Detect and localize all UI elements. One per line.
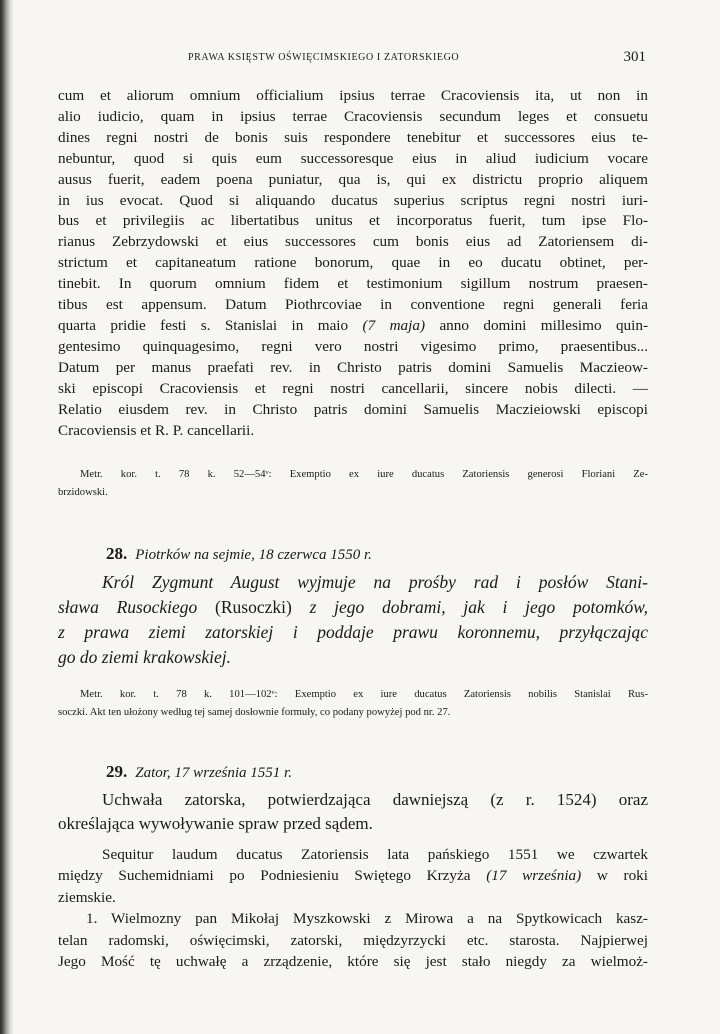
text-line: nebuntur, quod si quis eum successoresque eius in aliud iudicium vocare <box>58 149 648 167</box>
text-line: ausus fuerit, eadem poena puniatur, qua is, qui ex districtu proprio aliquem <box>58 170 648 188</box>
text-line: Sequitur laudum ducatus Zatoriensis lata pańskiego 1551 we czwartek <box>102 846 648 863</box>
date-note: (7 maja) <box>362 316 426 334</box>
source-note-28 <box>58 686 648 722</box>
document-28-summary <box>58 570 648 670</box>
text-line: dines regni nostri de bonis suis respondere tenebitur et successores eius te- <box>58 128 648 146</box>
place-date: Zator, 17 września 1551 r. <box>135 765 292 781</box>
text-line: bus et privilegiis ac libertatibus unitus et incorporatus fuerit, tum ipse Flo- <box>58 212 648 230</box>
name-variant: (Rusoczki) <box>215 597 292 617</box>
summary-fragment: sława Rusockiego <box>58 597 198 617</box>
note-line: Metr. kor. t. 78 k. 101—102ᵛ: Exemptio ex iure ducatus Zatoriensis nobilis Stanislai Rus- <box>80 689 648 700</box>
document-number: 29. <box>106 762 128 781</box>
summary-fragment: z jego dobrami, jak i jego potomków, <box>309 597 649 617</box>
page-number: 301 <box>623 49 646 65</box>
document-28-heading <box>106 544 372 564</box>
running-head <box>58 49 650 68</box>
text-line: 1. Wielmozny pan Mikołaj Myszkowski z Mirowa a na Spytkowicach kasz- <box>86 910 648 928</box>
source-note-27 <box>58 466 648 502</box>
document-number: 28. <box>106 544 128 563</box>
text-line: rianus Zebrzydowski et eius successores cum bonis eius ad Zatoriensem di- <box>58 233 648 251</box>
summary-line: z prawa ziemi zatorskiej i poddaje prawu koronnemu, przyłączając <box>58 622 648 642</box>
text-line: gentesimo quinquagesimo, regni vero nostri vigesimo primo, praesentibus... <box>58 337 648 355</box>
text-line: Datum per manus praefati rev. in Christo patris domini Samuelis Maczieow- <box>58 358 648 376</box>
summary-line: Król Zygmunt August wyjmuje na prośby rad i posłów Stani- <box>102 572 648 592</box>
text-line: ziemskie. <box>58 888 116 906</box>
summary-line <box>58 595 648 620</box>
summary-line: go do ziemi krakowskiej. <box>58 647 232 667</box>
text-line: Relatio eiusdem rev. in Christo patris domini Samuelis Maczieiowski episcopi <box>58 400 648 418</box>
text-fragment: anno domini millesimo quin- <box>439 316 648 334</box>
book-binding-edge <box>0 0 14 1034</box>
running-title: PRAWA KSIĘSTW OŚWIĘCIMSKIEGO I ZATORSKIEGO <box>188 52 460 63</box>
text-line: tinebit. In quorum omnium fidem et testimonium sigillum nostrum praesen- <box>58 275 648 293</box>
document-29-heading <box>106 762 292 782</box>
text-line: alio iudicio, quam in ipsius terrae Cracoviensis secundum leges et consuetu <box>58 107 648 125</box>
note-line: soczki. Akt ten ułożony według tej samej dosłownie formuły, co podany powyżej pod nr. 27. <box>58 707 451 718</box>
text-line: in ius evocat. Quod si aliquando ducatus superius scriptus regni nostri iuri- <box>58 191 648 209</box>
note-line: Metr. kor. t. 78 k. 52—54ᵛ: Exemptio ex iure ducatus Zatoriensis generosi Floriani Ze- <box>80 469 648 480</box>
document-29-summary <box>58 788 648 836</box>
text-line: ski episcopi Cracoviensis et regni nostri cancellarii, sincere nobis dilecti. — <box>58 379 648 397</box>
text-line: strictum et capitaneatum ratione bonorum, quae in eo ducatu obtinet, per- <box>58 254 648 272</box>
text-line <box>58 316 648 337</box>
document-29-body <box>58 844 648 972</box>
text-line: tibus est appensum. Datum Piothrcoviae in conventione regni generali feria <box>58 296 648 314</box>
text-fragment: między Suchemidniami po Podniesieniu Swiętego Krzyża <box>58 867 471 885</box>
note-line: brzidowski. <box>58 487 108 498</box>
text-line: Jego Mość tę uchwałę a zrządzenie, które się jest stało niegdy za wielmoż- <box>58 953 648 971</box>
text-fragment: w roki <box>596 867 648 885</box>
summary-line: określająca wywoływanie spraw przed sądem. <box>58 814 373 833</box>
place-date: Piotrków na sejmie, 18 czerwca 1550 r. <box>135 547 372 563</box>
text-line: cum et aliorum omnium officialium ipsius terrae Cracoviensis ita, ut non in <box>58 87 648 104</box>
text-line: Cracoviensis et R. P. cancellarii. <box>58 421 255 439</box>
text-line: telan radomski, oświęcimski, zatorski, międzyrzycki etc. starosta. Najpierwej <box>58 931 648 949</box>
text-fragment: quarta pridie festi s. Stanislai in maio <box>58 316 349 334</box>
summary-line: Uchwała zatorska, potwierdzająca dawniejszą (z r. 1524) oraz <box>102 790 648 809</box>
document-27-continuation <box>58 86 648 441</box>
text-line <box>58 865 648 886</box>
date-note: (17 września) <box>486 867 582 885</box>
